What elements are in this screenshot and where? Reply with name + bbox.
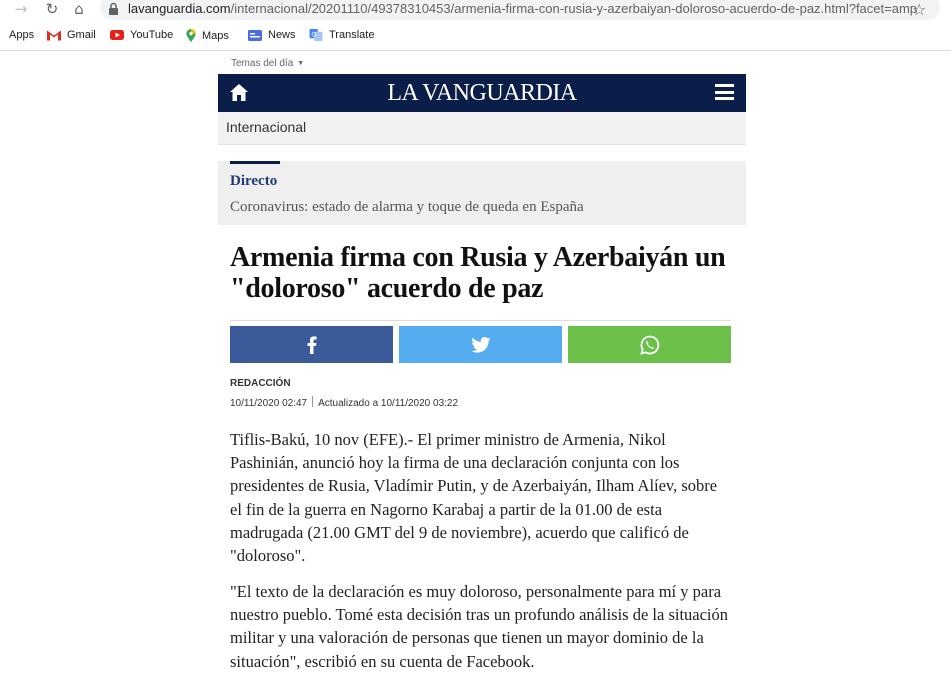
share-facebook-button[interactable] bbox=[230, 326, 393, 363]
directo-banner[interactable] bbox=[218, 161, 746, 225]
share-whatsapp-button[interactable] bbox=[568, 326, 731, 363]
article-headline: Armenia firma con Rusia y Azerbaiyán un "doloroso" acuerdo de paz bbox=[230, 242, 726, 304]
bookmark-label: Translate bbox=[329, 29, 375, 41]
home-icon[interactable]: ⌂ bbox=[74, 0, 84, 18]
temas-del-dia-toggle[interactable] bbox=[231, 58, 304, 69]
directo-label: Directo bbox=[230, 173, 278, 189]
bookmark-star-icon[interactable]: ☆ bbox=[912, 0, 927, 19]
bookmark-gmail[interactable] bbox=[47, 29, 96, 41]
site-header bbox=[218, 74, 746, 112]
share-twitter-button[interactable] bbox=[399, 326, 562, 363]
news-icon bbox=[248, 29, 262, 41]
section-link[interactable]: Internacional bbox=[226, 119, 307, 135]
caret-down-icon: ▼ bbox=[297, 60, 305, 67]
hamburger-menu-icon[interactable] bbox=[715, 84, 734, 100]
youtube-icon bbox=[110, 29, 124, 41]
bookmark-news[interactable] bbox=[248, 29, 296, 41]
bookmark-label: Maps bbox=[202, 29, 229, 42]
site-logo[interactable]: LA VANGUARDIA bbox=[387, 80, 577, 106]
lock-icon[interactable] bbox=[108, 2, 119, 16]
translate-icon bbox=[309, 29, 323, 41]
bookmark-translate[interactable] bbox=[309, 29, 374, 41]
bookmarks-bar bbox=[0, 22, 951, 51]
article-paragraph: Tiflis-Bakú, 10 nov (EFE).- El primer ministro de Armenia, Nikol Pashinián, anunció hoy la firma de una declaración conjunta con los presidentes de Rusia, Vladímir Putin, y de Azerbaiyán, Ilham Alíev, sobre el fin de la guerra en Nagorno Karabaj a partir de la 01.00 de esta madrugada (21.00 GMT del 9 de noviembre), acuerdo que calificó de "doloroso". bbox=[230, 430, 718, 566]
twitter-icon bbox=[471, 337, 491, 353]
bookmark-label: News bbox=[268, 29, 296, 41]
updated-date: Actualizado a 10/11/2020 03:22 bbox=[318, 398, 459, 409]
bookmark-label: Apps bbox=[9, 29, 35, 41]
maps-icon bbox=[186, 29, 196, 42]
published-date: 10/11/2020 02:47 bbox=[230, 398, 308, 409]
bookmark-maps[interactable] bbox=[186, 29, 229, 42]
bookmark-apps[interactable] bbox=[9, 29, 34, 41]
gmail-icon bbox=[47, 29, 61, 41]
accent-bar bbox=[230, 161, 280, 164]
date-separator bbox=[312, 396, 313, 407]
reload-icon[interactable]: ↻ bbox=[45, 0, 59, 18]
whatsapp-icon bbox=[640, 335, 660, 355]
bookmark-label: YouTube bbox=[130, 29, 174, 41]
divider bbox=[230, 320, 731, 321]
bookmark-label: Gmail bbox=[67, 29, 96, 41]
section-bar bbox=[218, 112, 746, 145]
forward-icon[interactable]: → bbox=[14, 0, 28, 18]
bookmark-youtube[interactable] bbox=[110, 29, 173, 41]
article-paragraph: "El texto de la declaración es muy doloroso, personalmente para mí y para nuestro pueblo. Tomé esta decisión tras un profundo análisis de la situación militar y una valoración de personas que tienen un mayor dominio de la situación", escribió en su cuenta de Facebook. bbox=[230, 582, 729, 671]
facebook-icon bbox=[307, 336, 317, 354]
author-byline[interactable]: REDACCIÓN bbox=[230, 378, 291, 389]
temas-label: Temas del día bbox=[231, 58, 294, 69]
directo-text[interactable]: Coronavirus: estado de alarma y toque de queda en España bbox=[230, 199, 584, 215]
url-text[interactable]: lavanguardia.com/internacional/20201110/49378310453/armenia-firma-con-rusia-y-azerbaiyan-doloroso-acuerdo-de-paz.html?facet=amp bbox=[128, 1, 918, 16]
article-dates bbox=[230, 396, 458, 409]
address-bar-row bbox=[0, 0, 951, 22]
svg-text:G: G bbox=[311, 30, 317, 39]
